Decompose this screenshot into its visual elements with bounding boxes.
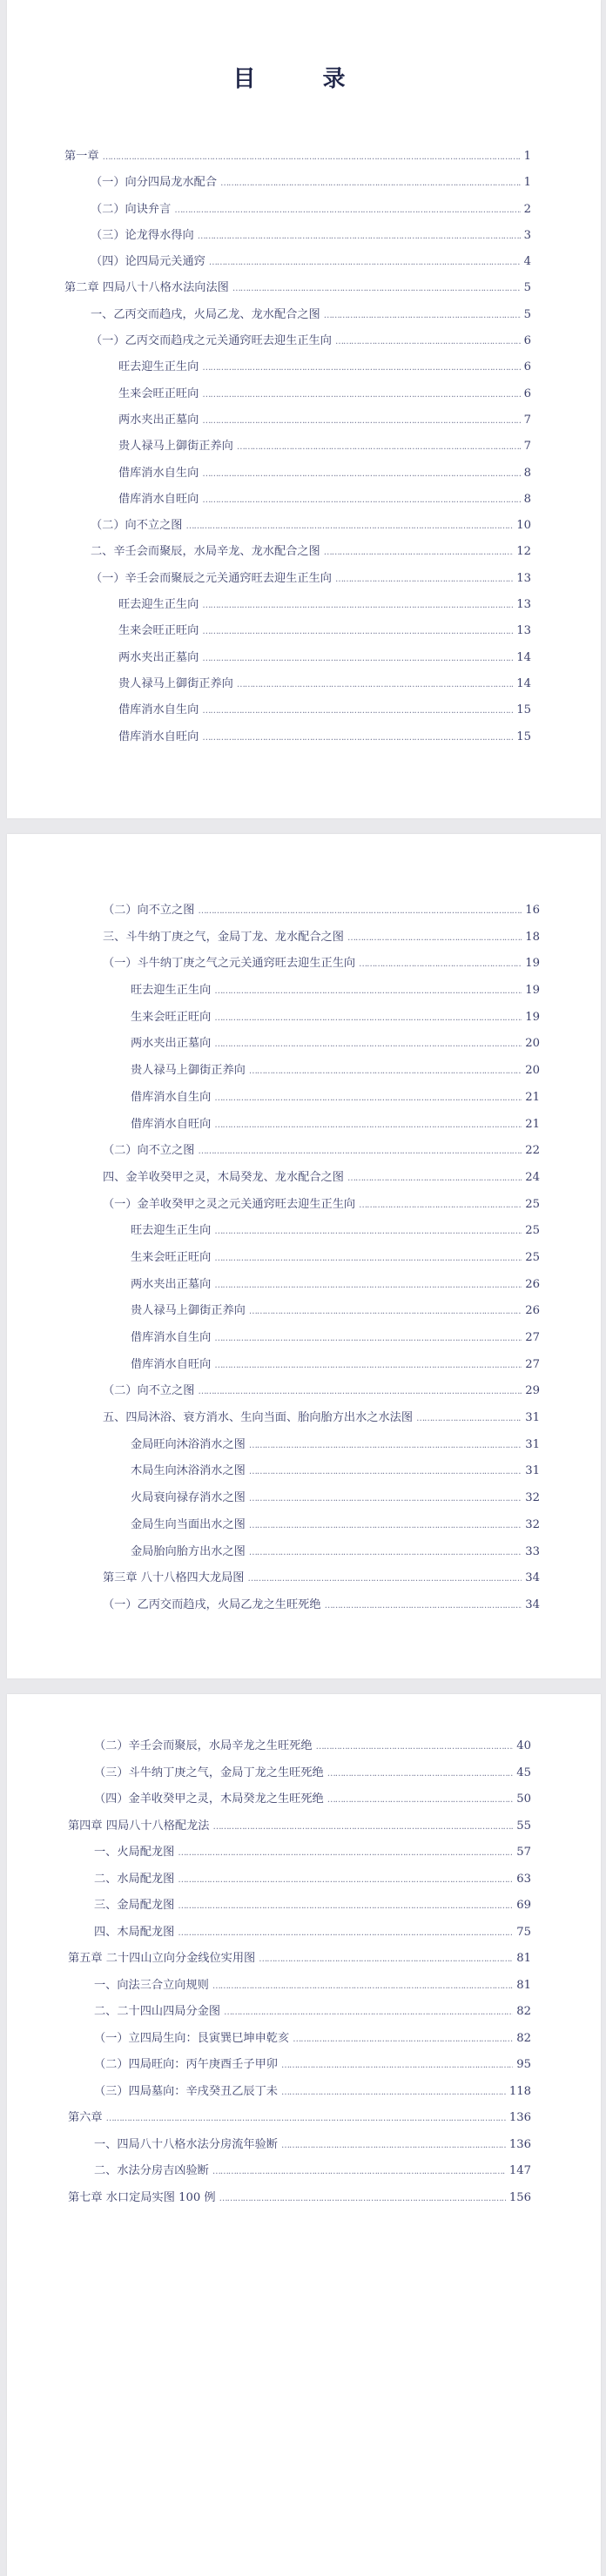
toc-entry-page-number: 31 (525, 1464, 540, 1478)
toc-entry[interactable] (64, 697, 531, 723)
toc-entry-label: 旺去迎生正生向 (131, 984, 212, 998)
toc-page-1 (7, 0, 601, 818)
toc-entry-page-number: 6 (523, 334, 531, 348)
toc-entry-label: 借库消水自生向 (118, 703, 199, 717)
toc-entry-label: （二）向不立之图 (103, 1384, 195, 1398)
toc-entry[interactable] (103, 1031, 540, 1058)
toc-entry[interactable] (64, 539, 531, 565)
toc-entry-label: 生来会旺正旺向 (131, 1010, 212, 1024)
toc-entry[interactable] (64, 671, 531, 697)
toc-entry[interactable] (103, 1485, 540, 1512)
toc-entry-label: （一）立四局生向：艮寅巽巳坤申乾亥 (94, 2031, 290, 2045)
toc-entry-page-number: 15 (516, 730, 531, 743)
toc-entry[interactable] (103, 1378, 540, 1405)
dot-leader (186, 513, 514, 540)
dot-leader (214, 1112, 522, 1140)
toc-entry-page-number: 63 (516, 1872, 531, 1886)
toc-entry[interactable] (103, 1325, 540, 1352)
toc-entry[interactable] (64, 407, 531, 434)
toc-entry-page-number: 118 (508, 2084, 531, 2098)
toc-entry-label: 第二章 四局八十八格水法向法图 (64, 281, 229, 295)
toc-entry[interactable] (103, 1272, 540, 1299)
toc-entry-page-number: 81 (516, 1952, 531, 1965)
dot-leader (325, 1592, 522, 1620)
toc-entry-label: （四）金羊收癸甲之灵，木局癸龙之生旺死绝 (94, 1792, 324, 1806)
dot-leader (249, 1432, 522, 1460)
toc-entry-label: 借库消水自生向 (118, 466, 199, 480)
toc-entry-page-number: 34 (525, 1597, 540, 1611)
toc-entry[interactable] (64, 328, 531, 354)
toc-entry[interactable] (68, 1946, 531, 1973)
dot-leader (202, 407, 520, 434)
toc-entry-label: 第六章 (68, 2111, 103, 2124)
toc-entry-label: 借库消水自旺向 (131, 1357, 212, 1371)
toc-entry-label: （四）论四局元关通窍 (91, 255, 205, 269)
toc-entry-page-number: 19 (525, 1010, 540, 1024)
toc-entry-label: 一、火局配龙图 (94, 1846, 175, 1859)
dot-leader (259, 1946, 513, 1974)
toc-entry-label: 借库消水自旺向 (118, 730, 199, 743)
toc-entry-label: 两水夹出正墓向 (131, 1037, 212, 1051)
toc-entry[interactable] (103, 1565, 540, 1592)
toc-entry-page-number: 57 (516, 1846, 531, 1859)
toc-entry-label: 借库消水自旺向 (118, 492, 199, 506)
toc-entry[interactable] (103, 1512, 540, 1539)
toc-entry-label: 三、金局配龙图 (94, 1899, 175, 1912)
dot-leader (224, 1999, 513, 2027)
dot-leader (214, 1245, 522, 1273)
toc-entry-page-number: 13 (516, 598, 531, 612)
dot-leader (214, 1085, 522, 1113)
dot-leader (327, 1760, 513, 1788)
toc-page-2 (7, 834, 601, 1678)
dot-leader (416, 1405, 522, 1433)
dot-leader (202, 724, 513, 751)
toc-entry-page-number: 24 (525, 1170, 540, 1184)
dot-leader (335, 328, 521, 355)
toc-entry-page-number: 19 (525, 957, 540, 971)
dot-leader (174, 197, 520, 224)
toc-entry[interactable] (103, 951, 540, 978)
toc-entry[interactable] (68, 1973, 531, 2000)
toc-entry-page-number: 69 (516, 1899, 531, 1912)
toc-entry-label: 四、金羊收癸甲之灵，木局癸龙、龙水配合之图 (103, 1170, 344, 1184)
toc-entry-label: （一）斗牛纳丁庚之气之元关通窍旺去迎生正生向 (103, 957, 356, 971)
toc-entry[interactable] (103, 898, 540, 925)
toc-entry-page-number: 4 (523, 255, 531, 269)
toc-entry-page-number: 136 (508, 2137, 531, 2151)
toc-entry[interactable] (68, 2105, 531, 2132)
dot-leader (202, 645, 513, 672)
toc-entry[interactable] (103, 1245, 540, 1272)
dot-leader (347, 925, 522, 952)
toc-entry[interactable] (103, 1165, 540, 1192)
dot-leader (202, 618, 513, 645)
toc-entry-page-number: 32 (525, 1517, 540, 1531)
toc-entry-page-number: 25 (525, 1197, 540, 1211)
toc-entry-page-number: 6 (523, 387, 531, 400)
toc-entry[interactable] (64, 381, 531, 407)
toc-entry-page-number: 6 (523, 360, 531, 374)
toc-entry[interactable] (103, 1112, 540, 1139)
toc-entry[interactable] (103, 1352, 540, 1379)
toc-entry[interactable] (64, 354, 531, 380)
toc-entry-label: （二）向不立之图 (91, 519, 183, 533)
toc-entry[interactable] (68, 1920, 531, 1947)
toc-entry-page-number: 8 (523, 466, 531, 480)
dot-leader (214, 1272, 522, 1300)
toc-list (68, 1733, 531, 2211)
toc-entry-label: 旺去迎生正生向 (118, 598, 199, 612)
toc-entry-label: 二、水法分房吉凶验断 (94, 2164, 209, 2177)
dot-leader (249, 1298, 522, 1326)
toc-entry-page-number: 8 (523, 492, 531, 506)
dot-leader (202, 354, 520, 381)
toc-entry-page-number: 20 (525, 1064, 540, 1078)
dot-leader (335, 566, 513, 593)
toc-entry-label: 借库消水自生向 (131, 1090, 212, 1104)
toc-entry[interactable] (103, 1592, 540, 1619)
toc-entry-label: 金局旺向沐浴消水之图 (131, 1437, 246, 1451)
toc-entry-label: （一）乙丙交而趋戌，火局乙龙之生旺死绝 (103, 1597, 321, 1611)
toc-entry[interactable] (64, 461, 531, 487)
toc-entry-label: （一）乙丙交而趋戌之元关通窍旺去迎生正生向 (91, 334, 332, 348)
toc-entry[interactable] (103, 978, 540, 1005)
toc-entry-label: 生来会旺正旺向 (118, 624, 199, 638)
toc-entry-label: 木局生向沐浴消水之图 (131, 1464, 246, 1478)
toc-entry[interactable] (103, 1298, 540, 1325)
toc-entry[interactable] (64, 592, 531, 618)
dot-leader (202, 487, 520, 514)
toc-entry-page-number: 26 (525, 1277, 540, 1291)
toc-entry[interactable] (103, 1218, 540, 1245)
toc-entry-label: （二）向不立之图 (103, 1144, 195, 1158)
toc-entry-page-number: 81 (516, 1978, 531, 1992)
toc-entry-page-number: 95 (516, 2058, 531, 2071)
dot-leader (220, 170, 521, 197)
dot-leader (209, 249, 521, 276)
toc-entry-label: （二）辛壬会而聚辰，水局辛龙之生旺死绝 (94, 1739, 313, 1752)
dot-leader (198, 223, 521, 250)
dot-leader (103, 144, 521, 171)
toc-entry-label: 金局生向当面出水之图 (131, 1517, 246, 1531)
toc-entry-label: 贵人禄马上御街正养向 (131, 1064, 246, 1078)
toc-entry[interactable] (103, 1058, 540, 1085)
toc-entry-page-number: 27 (525, 1331, 540, 1344)
toc-entry-page-number: 12 (516, 545, 531, 559)
dot-leader (212, 1973, 513, 2001)
toc-entry-label: 二、水局配龙图 (94, 1872, 175, 1886)
toc-entry[interactable] (64, 249, 531, 275)
toc-entry-page-number: 31 (525, 1411, 540, 1425)
toc-entry[interactable] (68, 2185, 531, 2212)
dot-leader (214, 1352, 522, 1380)
toc-entry-label: 贵人禄马上御街正养向 (118, 440, 233, 454)
toc-entry-label: （一）金羊收癸甲之灵之元关通窍旺去迎生正生向 (103, 1197, 356, 1211)
toc-entry[interactable] (68, 1786, 531, 1813)
dot-leader (202, 461, 520, 488)
toc-entry[interactable] (64, 302, 531, 328)
toc-entry-page-number: 55 (516, 1819, 531, 1833)
toc-entry-label: （一）辛壬会而聚辰之元关通窍旺去迎生正生向 (91, 571, 332, 585)
dot-leader (247, 1565, 522, 1593)
toc-entry-label: 四、木局配龙图 (94, 1925, 175, 1939)
toc-entry-page-number: 14 (516, 650, 531, 664)
dot-leader (237, 434, 521, 461)
toc-entry-page-number: 5 (523, 307, 531, 321)
dot-leader (249, 1458, 522, 1486)
toc-entry-page-number: 82 (516, 2031, 531, 2045)
dot-leader (214, 1031, 522, 1059)
toc-entry[interactable] (68, 2026, 531, 2053)
dot-leader (214, 1218, 522, 1246)
dot-leader (202, 592, 513, 619)
toc-entry-label: 二、辛壬会而聚辰，水局辛龙、龙水配合之图 (91, 545, 320, 559)
toc-entry-label: （一）向分四局龙水配合 (91, 176, 218, 190)
dot-leader (249, 1539, 522, 1567)
toc-entry-page-number: 27 (525, 1357, 540, 1371)
dot-leader (249, 1058, 522, 1086)
toc-entry-label: 两水夹出正墓向 (118, 650, 199, 664)
toc-entry[interactable] (103, 1005, 540, 1032)
toc-entry-label: 第五章 二十四山立向分金线位实用图 (68, 1952, 256, 1965)
toc-entry-label: 一、四局八十八格水法分房流年验断 (94, 2137, 278, 2151)
dot-leader (199, 898, 522, 925)
toc-entry-label: 生来会旺正旺向 (118, 387, 199, 400)
toc-entry-page-number: 20 (525, 1037, 540, 1051)
toc-entry-label: 两水夹出正墓向 (131, 1277, 212, 1291)
toc-entry-page-number: 25 (525, 1224, 540, 1238)
dot-leader (212, 1813, 513, 1841)
toc-entry-page-number: 33 (525, 1544, 540, 1558)
toc-entry-label: （三）论龙得水得向 (91, 228, 194, 242)
toc-entry-label: （二）向诀弁言 (91, 202, 172, 216)
toc-entry[interactable] (68, 1733, 531, 1760)
dot-leader (237, 671, 513, 698)
toc-entry[interactable] (64, 724, 531, 750)
dot-leader (199, 1378, 522, 1406)
dot-leader (249, 1485, 522, 1513)
dot-leader (178, 1866, 513, 1894)
toc-entry[interactable] (68, 1760, 531, 1787)
toc-entry-label: 五、四局沐浴、衰方消水、生向当面、胎向胎方出水之水法图 (103, 1411, 414, 1425)
toc-entry-label: （二）四局旺向：丙午庚酉壬子甲卯 (94, 2058, 278, 2071)
toc-entry-page-number: 26 (525, 1304, 540, 1318)
toc-entry-label: （三）斗牛纳丁庚之气，金局丁龙之生旺死绝 (94, 1766, 324, 1779)
toc-entry[interactable] (68, 2079, 531, 2106)
toc-entry-page-number: 21 (525, 1117, 540, 1131)
dot-leader (281, 2079, 506, 2107)
toc-entry-page-number: 34 (525, 1571, 540, 1585)
dot-leader (327, 1786, 513, 1814)
toc-entry-page-number: 156 (508, 2190, 531, 2204)
toc-entry[interactable] (68, 2052, 531, 2079)
dot-leader (324, 302, 521, 329)
dot-leader (202, 381, 520, 408)
toc-entry-label: 一、向法三合立向规则 (94, 1978, 209, 1992)
dot-leader (359, 951, 522, 979)
toc-entry[interactable] (64, 434, 531, 460)
toc-entry[interactable] (68, 2132, 531, 2159)
dot-leader (212, 2158, 506, 2186)
toc-entry-label: 贵人禄马上御街正养向 (131, 1304, 246, 1318)
toc-entry[interactable] (64, 513, 531, 539)
toc-entry-page-number: 22 (525, 1144, 540, 1158)
toc-entry-page-number: 32 (525, 1491, 540, 1505)
toc-entry-page-number: 3 (523, 228, 531, 242)
dot-leader (249, 1512, 522, 1540)
toc-entry-page-number: 7 (523, 413, 531, 427)
toc-entry-page-number: 18 (525, 930, 540, 944)
dot-leader (359, 1192, 522, 1220)
toc-entry[interactable] (64, 170, 531, 196)
toc-entry-page-number: 5 (523, 281, 531, 295)
toc-page-3 (7, 1694, 601, 2576)
toc-entry-page-number: 10 (516, 519, 531, 533)
toc-entry[interactable] (103, 925, 540, 952)
toc-entry-page-number: 1 (523, 176, 531, 190)
toc-entry[interactable] (64, 144, 531, 170)
toc-entry[interactable] (103, 1405, 540, 1432)
toc-entry-page-number: 29 (525, 1384, 540, 1398)
toc-entry-label: （三）四局墓向：辛戌癸丑乙辰丁未 (94, 2084, 278, 2098)
toc-entry-label: 火局衰向禄存消水之图 (131, 1491, 246, 1505)
toc-entry[interactable] (68, 1866, 531, 1893)
toc-entry-page-number: 1 (523, 150, 531, 163)
toc-entry[interactable] (64, 618, 531, 644)
toc-entry-page-number: 7 (523, 440, 531, 454)
toc-entry-label: 旺去迎生正生向 (118, 360, 199, 374)
toc-entry-label: 生来会旺正旺向 (131, 1250, 212, 1264)
toc-entry-page-number: 82 (516, 2005, 531, 2018)
toc-entry-label: 旺去迎生正生向 (131, 1224, 212, 1238)
toc-entry-page-number: 75 (516, 1925, 531, 1939)
dot-leader (214, 1325, 522, 1353)
toc-entry[interactable] (103, 1539, 540, 1566)
toc-entry-label: （二）向不立之图 (103, 904, 195, 917)
toc-entry[interactable] (103, 1432, 540, 1459)
toc-entry-page-number: 19 (525, 984, 540, 998)
toc-entry[interactable] (68, 1813, 531, 1840)
dot-leader (324, 539, 513, 566)
toc-entry-page-number: 14 (516, 676, 531, 690)
dot-leader (316, 1733, 514, 1761)
toc-entry-label: 第一章 (64, 150, 99, 163)
dot-leader (214, 1005, 522, 1032)
dot-leader (178, 1840, 513, 1867)
dot-leader (293, 2026, 513, 2054)
dot-leader (178, 1920, 513, 1947)
toc-entry-page-number: 25 (525, 1250, 540, 1264)
toc-entry-label: 贵人禄马上御街正养向 (118, 676, 233, 690)
toc-entry-label: 一、乙丙交而趋戌，火局乙龙、龙水配合之图 (91, 307, 320, 321)
toc-entry[interactable] (64, 197, 531, 223)
toc-entry[interactable] (64, 566, 531, 592)
dot-leader (199, 1138, 522, 1166)
toc-entry-page-number: 136 (508, 2111, 531, 2124)
toc-entry[interactable] (68, 1999, 531, 2026)
dot-leader (219, 2185, 506, 2213)
toc-entry-label: 金局胎向胎方出水之图 (131, 1544, 246, 1558)
toc-entry[interactable] (64, 275, 531, 301)
toc-entry-page-number: 50 (516, 1792, 531, 1806)
dot-leader (106, 2105, 506, 2133)
toc-entry-page-number: 13 (516, 571, 531, 585)
toc-entry[interactable] (64, 487, 531, 513)
dot-leader (347, 1165, 522, 1193)
page-title: 目 录 (232, 66, 375, 92)
toc-entry-page-number: 31 (525, 1437, 540, 1451)
dot-leader (281, 2052, 513, 2080)
toc-list (103, 898, 540, 1619)
toc-entry-page-number: 40 (516, 1739, 531, 1752)
toc-entry[interactable] (64, 645, 531, 671)
toc-entry-label: 第三章 八十八格四大龙局图 (103, 1571, 245, 1585)
toc-entry-page-number: 45 (516, 1766, 531, 1779)
dot-leader (202, 697, 513, 724)
toc-entry-label: 借库消水自旺向 (131, 1117, 212, 1131)
dot-leader (178, 1893, 513, 1920)
toc-entry[interactable] (68, 1840, 531, 1866)
toc-entry-label: 二、二十四山四局分金图 (94, 2005, 221, 2018)
dot-leader (281, 2132, 506, 2160)
toc-entry[interactable] (68, 2158, 531, 2185)
toc-entry-label: 第四章 四局八十八格配龙法 (68, 1819, 210, 1833)
dot-leader (214, 978, 522, 1006)
toc-entry-page-number: 147 (508, 2164, 531, 2177)
toc-entry-page-number: 21 (525, 1090, 540, 1104)
toc-entry[interactable] (103, 1458, 540, 1485)
toc-entry[interactable] (103, 1192, 540, 1219)
toc-entry-page-number: 15 (516, 703, 531, 717)
toc-entry-label: 第七章 水口定局实图 100 例 (68, 2190, 216, 2204)
toc-entry[interactable] (64, 223, 531, 249)
toc-entry[interactable] (103, 1138, 540, 1165)
toc-entry-page-number: 16 (525, 904, 540, 917)
toc-entry-label: 三、斗牛纳丁庚之气，金局丁龙、龙水配合之图 (103, 930, 344, 944)
toc-entry-label: 两水夹出正墓向 (118, 413, 199, 427)
toc-entry-page-number: 2 (523, 202, 531, 216)
dot-leader (232, 275, 521, 302)
toc-entry-label: 借库消水自生向 (131, 1331, 212, 1344)
toc-entry[interactable] (103, 1085, 540, 1112)
toc-entry[interactable] (68, 1893, 531, 1920)
toc-entry-page-number: 13 (516, 624, 531, 638)
toc-list (64, 144, 531, 750)
